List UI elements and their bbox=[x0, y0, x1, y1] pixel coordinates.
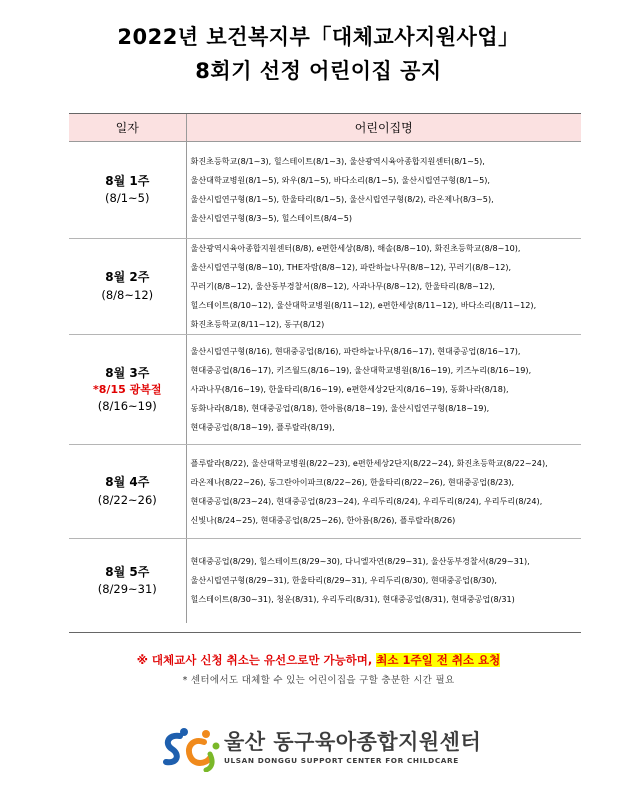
daycare-list-line: 울산시립연구형(8/29~31), 한울타리(8/29~31), 우리두리(8/30), 현대중공업(8/30), bbox=[190, 575, 498, 586]
week-label: 8월 5주 bbox=[105, 564, 150, 579]
page-title-line1: 2022년 보건복지부「대체교사지원사업」 bbox=[117, 25, 520, 49]
week-range: (8/16~19) bbox=[97, 398, 157, 413]
logo-korean-name: 울산 동구육아종합지원센터 bbox=[224, 730, 482, 754]
daycare-list-cell bbox=[186, 335, 581, 445]
cancel-notice-highlight: 최소 1주일 전 취소 요청 bbox=[376, 653, 501, 667]
daycare-list-line: 현대중공업(8/18~19), 플루랄라(8/19), bbox=[190, 422, 335, 432]
daycare-list-line: 울산시립연구형(8/3~5), 힐스테이트(8/4~5) bbox=[190, 213, 353, 223]
table-bottom-rule bbox=[69, 632, 581, 633]
cancel-notice-sub: * 센터에서도 대체할 수 있는 어린이집을 구할 충분한 시간 필요 bbox=[182, 675, 455, 686]
page-title-line2: 8회기 선정 어린이집 공지 bbox=[195, 59, 442, 83]
daycare-list-line: 울산시립연구형(8/16), 현대중공업(8/16), 파란하늘나무(8/16~17), 현대중공업(8/16~17), bbox=[190, 346, 521, 356]
week-cell bbox=[69, 539, 186, 623]
schedule-table bbox=[69, 113, 581, 623]
table-row bbox=[69, 335, 581, 445]
week-range: (8/1~5) bbox=[105, 191, 150, 206]
week-cell bbox=[69, 142, 186, 239]
daycare-list-line: 플루랄라(8/22), 울산대학교병원(8/22~23), e편한세상2단지(8/22~24), 화진초등학교(8/22~24), bbox=[190, 457, 548, 468]
week-label: 8월 4주 bbox=[105, 475, 150, 490]
daycare-list-cell bbox=[186, 142, 581, 239]
daycare-list-line: 동화나라(8/18), 현대중공업(8/18), 한아름(8/18~19), 울산시립연구형(8/18~19), bbox=[190, 403, 490, 413]
daycare-list-cell bbox=[186, 239, 581, 335]
table-row bbox=[69, 445, 581, 539]
daycare-list-line: 화진초등학교(8/11~12), 동구(8/12) bbox=[190, 319, 325, 329]
header-date: 일자 bbox=[69, 113, 186, 142]
daycare-list-line: 울산시립연구형(8/1~5), 한울타리(8/1~5), 울산시립연구형(8/2), 라온제나(8/3~5), bbox=[190, 194, 494, 204]
table-row bbox=[69, 142, 581, 239]
week-cell bbox=[69, 445, 186, 539]
week-range: (8/8~12) bbox=[101, 287, 154, 302]
daycare-list-line: 꾸러기(8/8~12), 울산동부경찰서(8/8~12), 사과나무(8/8~12), 한울타리(8/8~12), bbox=[190, 281, 495, 291]
daycare-list-line: 현대중공업(8/29), 힐스테이트(8/29~30), 다니엘자연(8/29~31), 울산동부경찰서(8/29~31), bbox=[190, 556, 530, 567]
logo-english-name: ULSAN DONGGU SUPPORT CENTER FOR CHILDCARE bbox=[224, 756, 459, 765]
daycare-list-line: 신빛나(8/24~25), 현대중공업(8/25~26), 한아름(8/26), 플루랄라(8/26) bbox=[190, 514, 456, 525]
holiday-label: *8/15 광복절 bbox=[93, 382, 162, 396]
cancel-notice-text: ※ 대체교사 신청 취소는 유선으로만 가능하며, bbox=[136, 653, 377, 667]
center-logo-icon bbox=[160, 726, 222, 772]
week-cell bbox=[69, 239, 186, 335]
daycare-list-line: 사과나무(8/16~19), 한울타리(8/16~19), e편한세상2단지(8/16~19), 동화나라(8/18), bbox=[190, 384, 509, 394]
daycare-list-cell bbox=[186, 539, 581, 623]
week-cell bbox=[69, 335, 186, 445]
daycare-list-line: 현대중공업(8/16~17), 키즈월드(8/16~19), 울산대학교병원(8/16~19), 키즈누리(8/16~19), bbox=[190, 365, 532, 375]
daycare-list-line: 울산광역시육아종합지원센터(8/8), e편한세상(8/8), 해솔(8/8~10), 화진초등학교(8/8~10), bbox=[190, 243, 521, 253]
week-range: (8/22~26) bbox=[97, 492, 157, 507]
daycare-list-line: 라온제나(8/22~26), 동그란아이파크(8/22~26), 한울타리(8/22~26), 현대중공업(8/23), bbox=[190, 476, 515, 487]
daycare-list-line: 울산대학교병원(8/1~5), 와우(8/1~5), 바다소리(8/1~5), 울산시립연구형(8/1~5), bbox=[190, 175, 490, 185]
daycare-list-line: 현대중공업(8/23~24), 현대중공업(8/23~24), 우리두리(8/24), 우리두리(8/24), 우리두리(8/24), bbox=[190, 495, 543, 506]
center-logo bbox=[160, 726, 500, 774]
week-label: 8월 2주 bbox=[105, 270, 150, 285]
table-header-row bbox=[69, 113, 581, 142]
table-top-rule bbox=[69, 113, 581, 114]
table-row bbox=[69, 239, 581, 335]
daycare-list-cell bbox=[186, 445, 581, 539]
week-label: 8월 3주 bbox=[105, 365, 150, 380]
daycare-list-line: 울산시립연구형(8/8~10), THE자람(8/8~12), 파란하늘나무(8/8~12), 꾸러기(8/8~12), bbox=[190, 262, 512, 272]
week-range: (8/29~31) bbox=[97, 582, 157, 597]
daycare-list-line: 화진초등학교(8/1~3), 힐스테이트(8/1~3), 울산광역시육아종합지원센터(8/1~5), bbox=[190, 156, 485, 166]
daycare-list-line: 힐스테이트(8/30~31), 청운(8/31), 우리두리(8/31), 현대중공업(8/31), 현대중공업(8/31) bbox=[190, 594, 515, 605]
week-label: 8월 1주 bbox=[105, 173, 150, 188]
cancel-notice bbox=[0, 652, 637, 668]
table-row bbox=[69, 539, 581, 623]
header-daycare-name: 어린이집명 bbox=[186, 113, 581, 142]
daycare-list-line: 힐스테이트(8/10~12), 울산대학교병원(8/11~12), e편한세상(8/11~12), 바다소리(8/11~12), bbox=[190, 300, 537, 310]
